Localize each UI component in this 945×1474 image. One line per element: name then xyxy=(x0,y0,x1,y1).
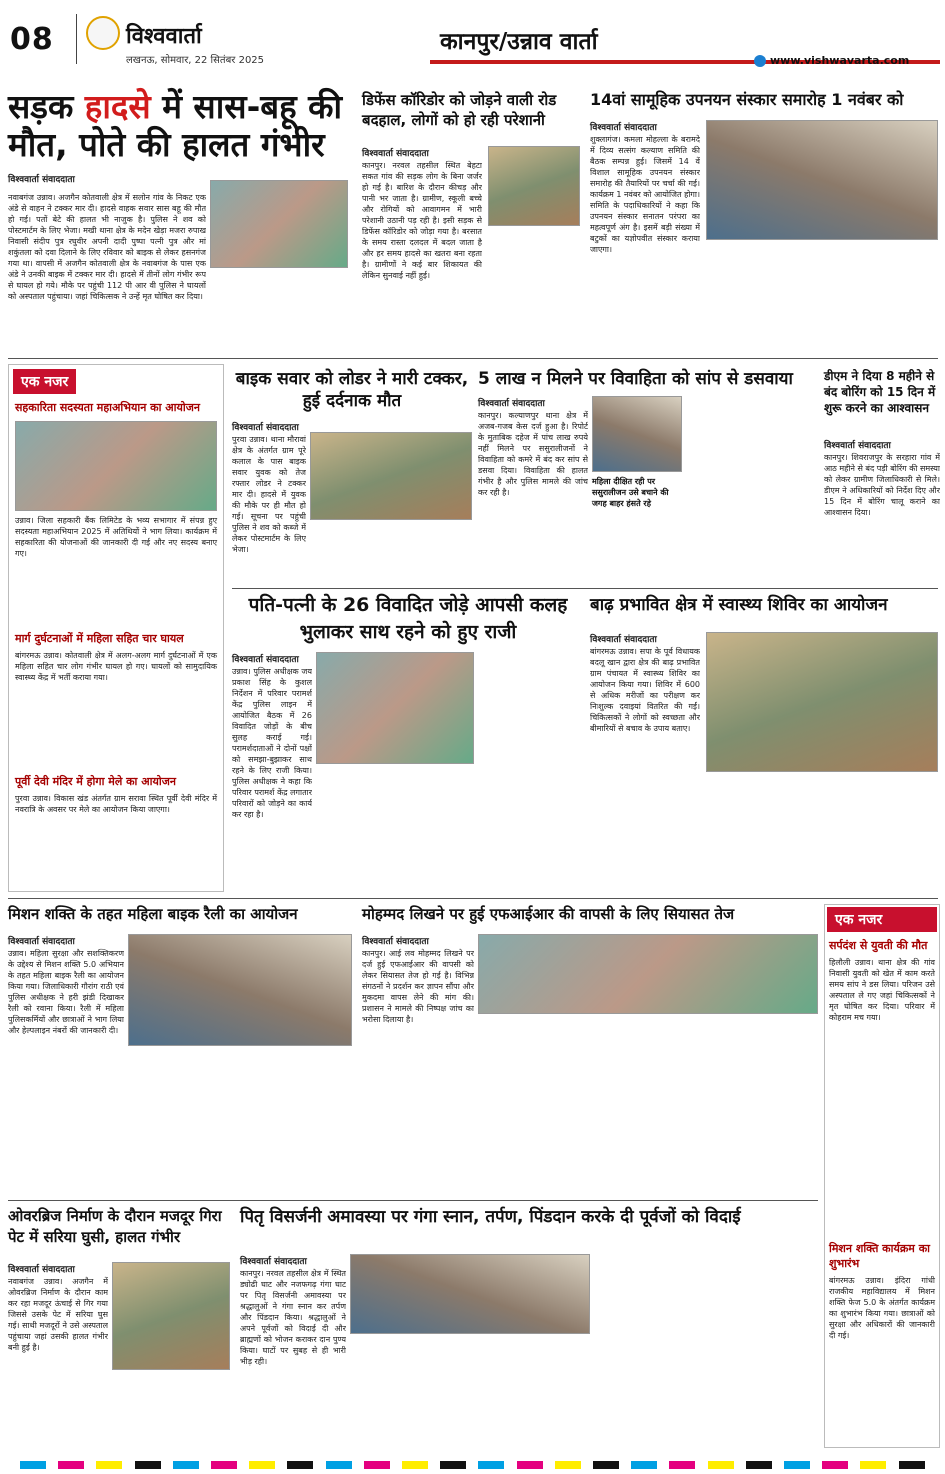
registration-swatch xyxy=(20,1461,46,1469)
masthead xyxy=(0,0,945,78)
registration-swatch xyxy=(402,1461,428,1469)
sidebar-body: उन्नाव। जिला सहकारी बैंक लिमिटेड के भव्य सभागार में संपन्न हुए सदस्यता महाअभियान 2025 में अतिथियों ने भाग लिया। कार्यक्रम में सहकारिता की योजनाओं की जानकारी दी गई और नए सदस्य बनाए गए। xyxy=(15,516,217,558)
fir-body-cont xyxy=(478,1020,818,1192)
sidebar-title[interactable]: मिशन शक्ति कार्यक्रम का शुभारंभ xyxy=(829,1242,930,1270)
dowry-photo xyxy=(592,396,682,472)
pitru-body-cont xyxy=(596,1254,818,1448)
byline: विश्ववार्ता संवाददाता xyxy=(232,423,299,433)
divider xyxy=(8,358,938,359)
registration-swatch xyxy=(746,1461,772,1469)
upanayan-photo xyxy=(706,120,938,240)
ek-nazar-badge: एक नजर xyxy=(827,907,937,932)
website-link[interactable]: www.vishwavarta.com xyxy=(770,54,910,67)
couples-body-cont xyxy=(478,652,584,890)
couples-photo xyxy=(316,652,474,764)
vishwavarta-logo-icon xyxy=(86,16,120,50)
upanayan-body-cont xyxy=(706,246,938,350)
registration-swatch xyxy=(173,1461,199,1469)
defence-body: कानपुर। नरवल तहसील स्थित बेहटा सकत गांव की सड़क लोग के बिना जर्जर हो गई है। बारिश के दौरान कीचड़ और पानी भर जाता है। ग्रामीण, स्कूली बच्चे और रोगियों को आवागमन में भारी परेशानी उठानी पड़ रही है। इसी सड़क से डिफेंस कॉरिडोर को जोड़ा गया है। बरसात के समय रास्ता दलदल में बदल जाता है और हर समय हादसे का खतरा बना रहता है। ग्रामीणों ने कई बार शिकायत की लेकिन सुनवाई नहीं हुई। xyxy=(362,161,482,280)
sidebar-title[interactable]: मार्ग दुर्घटनाओं में महिला सहित चार घायल xyxy=(15,632,184,645)
mission-photo xyxy=(128,934,352,1046)
byline: विश्ववार्ता संवाददाता xyxy=(232,655,299,665)
sidebar-photo xyxy=(15,421,217,511)
fir-body: कानपुर। आई लव मोहम्मद लिखने पर दर्ज हुई एफआईआर की वापसी को लेकर सियासत तेज हो गई है। विभिन्न संगठनों ने प्रदर्शन कर ज्ञापन सौंपा और मुकदमा वापस लेने की मांग की। प्रशासन ने मामले की निष्पक्ष जांच का भरोसा दिलाया है। xyxy=(362,949,474,1024)
divider xyxy=(8,898,938,899)
sidebar-body: बांगरमऊ उन्नाव। इंदिरा गांधी राजकीय महाविद्यालय में मिशन शक्ति फेज 5.0 के अंतर्गत कार्यक्रम का शुभारंभ किया गया। छात्राओं को सुरक्षा और अधिकारों की जानकारी दी गई। xyxy=(829,1276,935,1340)
health-headline[interactable]: बाढ़ प्रभावित क्षेत्र में स्वास्थ्य शिविर का आयोजन xyxy=(590,595,888,615)
overbridge-headline[interactable]: ओवरब्रिज निर्माण के दौरान मजदूर गिरा पेट में सरिया घुसी, हालत गंभीर xyxy=(8,1207,222,1246)
byline: विश्ववार्ता संवाददाता xyxy=(590,123,657,133)
sidebar-title[interactable]: सर्पदंश से युवती की मौत xyxy=(829,939,928,952)
dateline: लखनऊ, सोमवार, 22 सितंबर 2025 xyxy=(126,55,265,66)
dowry-body: कानपुर। कल्याणपुर थाना क्षेत्र में अजब-गजब केस दर्ज हुआ है। रिपोर्ट के मुताबिक दहेज में पांच लाख रुपये नहीं मिलने पर ससुरालीजनों ने विवाहिता को कमरे में बंद कर सांप से डसवा दिया। विवाहिता की हालत गंभीर है और पुलिस मामले की जांच कर रही है। xyxy=(478,411,588,497)
divider xyxy=(8,1200,818,1201)
registration-swatch xyxy=(440,1461,466,1469)
ek-nazar-badge: एक नजर xyxy=(13,369,76,394)
byline: विश्ववार्ता संवाददाता xyxy=(362,937,429,947)
defence-headline[interactable]: डिफेंस कॉरिडोर को जोड़ने वाली रोड बदहाल, लोगों को हो रही परेशानी xyxy=(362,91,557,129)
registration-swatch xyxy=(631,1461,657,1469)
mission-headline[interactable]: मिशन शक्ति के तहत महिला बाइक रैली का आयोजन xyxy=(8,905,298,923)
registration-swatch xyxy=(364,1461,390,1469)
lead-body: नवाबगंज उन्नाव। अजगैन कोतवाली क्षेत्र में सलोन गांव के निकट एक अंडे से वाहन ने टक्कर मार दी। हादसे वाहक सवार सास बहू की मौत हो गई। पतों बेटे की हालत भी नाजुक है। पुलिस ने शव को पोस्टमार्टम के लिए भेजा। मखी थाना क्षेत्र के मदेन खेड़ा मजरा रुपाख निवासी संदीप पुत्र रघुवीर अपनी दादी पुष्पा पत्नी पुत्र और मां शकुंतला को दवा दिलाने के लिए रविवार को बाइक से लेकर हसनगंज गया था। वापसी में अजगैन कोतवाली क्षेत्र के नवाबगंज के पास एक अंडे ने उनकी बाइक में टक्कर मार दी। हादसे में तीनों लोग गंभीर रूप से घायल हो गये। मौके पर पहुंची 112 पी आर वी पुलिस ने घायलों को अस्पताल पहुंचाया। जहां चिकित्सक ने उन्हें मृत घोषित कर दिया। xyxy=(8,193,206,301)
overbridge-body: नवाबगंज उन्नाव। अजगैन में ओवरब्रिज निर्माण के दौरान काम कर रहा मजदूर ऊंचाई से गिर गया जिससे उसके पेट में सरिया घुस गई। साथी मजदूरों ने उसे अस्पताल पहुंचाया जहां उसकी हालत गंभीर बनी हुई है। xyxy=(8,1277,108,1352)
couples-body: उन्नाव। पुलिस अधीक्षक जय प्रकाश सिंह के कुशल निर्देशन में परिवार परामर्श केंद्र पुलिस लाइन में आयोजित बैठक में 26 विवादित जोड़ों के बीच सुलह कराई गई। परामर्शदाताओं ने दोनों पक्षों को समझा-बुझाकर साथ रहने के लिए राजी किया। पुलिस अधीक्षक ने कहा कि परिवार परामर्श केंद्र लगातार परिवारों को जोड़ने का कार्य कर रहा है। xyxy=(232,667,312,819)
health-body-cont xyxy=(706,778,938,890)
registration-swatch xyxy=(822,1461,848,1469)
registration-swatch xyxy=(287,1461,313,1469)
registration-swatch xyxy=(593,1461,619,1469)
byline: विश्ववार्ता संवाददाता xyxy=(8,175,75,185)
registration-swatch xyxy=(96,1461,122,1469)
couples-headline[interactable]: पति-पत्नी के 26 विवादित जोड़े आपसी कलह भुलाकर साथ रहने को हुए राजी xyxy=(248,594,568,643)
byline: विश्ववार्ता संवाददाता xyxy=(8,1265,75,1275)
lead-photo xyxy=(210,180,348,268)
registration-swatch xyxy=(784,1461,810,1469)
upanayan-headline[interactable]: 14वां सामूहिक उपनयन संस्कार समारोह 1 नवंबर को xyxy=(590,90,904,109)
headline-highlight: हादसे xyxy=(84,87,151,126)
loader-body: पुरवा उन्नाव। थाना मौरावां क्षेत्र के अंतर्गत ग्राम पूरे कलाल के पास बाइक सवार युवक को तेज रफ्तार लोडर ने टक्कर मार दी। हादसे में युवक की मौके पर ही मौत हो गई। सूचना पर पहुंची पुलिस ने शव को कब्जे में लेकर पोस्टमार्टम के लिए भेजा। xyxy=(232,435,306,554)
headline-text: में सास-बहू की मौत, पोते की हालत गंभीर xyxy=(8,87,343,164)
headline-text: सड़क xyxy=(8,87,85,126)
health-body: बांगरमऊ उन्नाव। सपा के पूर्व विधायक बदलू खान द्वारा क्षेत्र की बाढ़ प्रभावित ग्राम पंचायत में स्वास्थ्य शिविर का आयोजन किया गया। शिविर में 600 से अधिक मरीजों का परीक्षण कर निःशुल्क दवाइयां वितरित की गईं। चिकित्सकों ने लोगों को स्वच्छता और बीमारियों से बचाव के उपाय बताए। xyxy=(590,647,700,733)
ek-nazar-sidebar-2 xyxy=(824,904,940,1448)
lead-headline[interactable] xyxy=(8,88,353,164)
registration-swatch xyxy=(555,1461,581,1469)
registration-swatch xyxy=(517,1461,543,1469)
ek-nazar-sidebar xyxy=(8,364,224,892)
mission-body: उन्नाव। महिला सुरक्षा और सशक्तिकरण के उद्देश्य से मिशन शक्ति 5.0 अभियान के तहत महिला बाइक रैली का आयोजन किया गया। जिलाधिकारी गौरांग राठी एवं पुलिस अधीक्षक ने हरी झंडी दिखाकर रैली को रवाना किया। रैली में महिला पुलिसकर्मियों और छात्राओं ने भाग लिया और हेल्पलाइन नंबरों की जानकारी दी। xyxy=(8,949,124,1035)
registration-swatch xyxy=(899,1461,925,1469)
registration-swatch xyxy=(326,1461,352,1469)
sidebar-title[interactable]: सहकारिता सदस्यता महाअभियान का आयोजन xyxy=(15,401,201,414)
globe-icon xyxy=(754,55,766,67)
dowry-headline[interactable]: 5 लाख न मिलने पर विवाहिता को सांप से डसवाया xyxy=(478,369,793,389)
pitru-headline[interactable]: पितृ विसर्जनी अमावस्या पर गंगा स्नान, तर्पण, पिंडदान करके दी पूर्वजों को विदाई xyxy=(240,1207,741,1227)
fir-headline[interactable]: मोहम्मद लिखने पर हुई एफआईआर की वापसी के लिए सियासत तेज xyxy=(362,905,735,923)
registration-swatch xyxy=(708,1461,734,1469)
brand-name[interactable]: विश्ववार्ता xyxy=(126,24,202,49)
pitru-body-cont xyxy=(350,1340,590,1448)
overbridge-body-cont xyxy=(112,1376,230,1448)
loader-body-cont xyxy=(232,526,472,582)
dm-headline[interactable]: डीएम ने दिया 8 महीने से बंद बोरिंग को 15 दिन में शुरू करने का आश्वासन xyxy=(824,369,936,415)
registration-swatch xyxy=(249,1461,275,1469)
overbridge-photo xyxy=(112,1262,230,1370)
health-photo xyxy=(706,632,938,772)
sidebar-title[interactable]: पूर्वी देवी मंदिर में होगा मेले का आयोजन xyxy=(15,775,176,788)
mission-body-cont xyxy=(128,1052,352,1192)
edition-title: कानपुर/उन्नाव वार्ता xyxy=(440,29,598,55)
byline: विश्ववार्ता संवाददाता xyxy=(824,441,891,451)
pitru-body: कानपुर। नरवल तहसील क्षेत्र में स्थित ड्योढी घाट और नजफगढ़ गंगा घाट पर पितृ विसर्जनी अमावस्या पर श्रद्धालुओं ने गंगा स्नान कर तर्पण और पिंडदान किया। श्रद्धालुओं ने अपने पूर्वजों को विदाई दी और ब्राह्मणों को भोजन कराकर दान पुण्य किया। घाटों पर सुबह से ही भारी भीड़ रही। xyxy=(240,1269,346,1366)
registration-swatch xyxy=(211,1461,237,1469)
byline: विश्ववार्ता संवाददाता xyxy=(362,149,429,159)
registration-swatch xyxy=(669,1461,695,1469)
upanayan-body: शुक्लागंज। कमला मोहल्ला के बरामदे में दिव्य सत्संग कल्याण समिति की बैठक सम्पन्न हुई। जिसमें 14 वें विशाल सामूहिक उपनयन संस्कार समारोह की तैयारियों पर चर्चा की गई। कार्यक्रम 1 नवंबर को आयोजित होगा। समिति के पदाधिकारियों ने कहा कि उपनयन संस्कार सनातन परंपरा का महत्वपूर्ण अंग है। इसमें बड़ी संख्या में बटुकों का यज्ञोपवीत संस्कार कराया जाएगा। xyxy=(590,135,700,254)
sidebar-body: बांगरमऊ उन्नाव। कोतवाली क्षेत्र में अलग-अलग मार्ग दुर्घटनाओं में एक महिला सहित चार लोग गंभीर घायल हो गए। घायलों को सामुदायिक स्वास्थ्य केंद्र में भर्ती कराया गया। xyxy=(15,651,217,682)
divider xyxy=(232,588,938,589)
divider xyxy=(76,14,77,64)
defence-body-cont xyxy=(488,232,580,350)
byline: विश्ववार्ता संवाददाता xyxy=(590,635,657,645)
color-registration-strip xyxy=(0,1456,945,1474)
defence-photo xyxy=(488,146,580,226)
dowry-caption: महिला दीक्षित रही पर ससुरालीजन उसे बचाने की जगह बाहर हंसते रहे xyxy=(592,476,682,509)
registration-swatch xyxy=(135,1461,161,1469)
registration-swatch xyxy=(860,1461,886,1469)
sidebar-body: पुरवा उन्नाव। विकास खंड अंतर्गत ग्राम सरावा स्थित पूर्वी देवी मंदिर में नवरात्रि के अवसर पर मेले का आयोजन किया जाएगा। xyxy=(15,794,217,814)
byline: विश्ववार्ता संवाददाता xyxy=(478,399,545,409)
pitru-photo xyxy=(350,1254,590,1334)
byline: विश्ववार्ता संवाददाता xyxy=(8,937,75,947)
byline: विश्ववार्ता संवाददाता xyxy=(240,1257,307,1267)
registration-swatch xyxy=(478,1461,504,1469)
fir-photo xyxy=(478,934,818,1014)
registration-swatch xyxy=(58,1461,84,1469)
dowry-body-cont xyxy=(686,396,818,582)
page-number: 08 xyxy=(10,22,54,57)
loader-headline[interactable]: बाइक सवार को लोडर ने मारी टक्कर, हुई दर्दनाक मौत xyxy=(235,369,469,411)
sidebar-body: हिलौली उन्नाव। थाना क्षेत्र की गांव निवासी युवती को खेत में काम करते समय सांप ने डस लिया। परिजन उसे अस्पताल ले गए जहां चिकित्सकों ने मृत घोषित कर दिया। परिवार में कोहराम मच गया। xyxy=(829,958,935,1022)
dm-body: कानपुर। शिवराजपुर के सरहारा गांव में आठ महीने से बंद पड़ी बोरिंग की समस्या को लेकर ग्रामीण जिलाधिकारी से मिले। डीएम ने अधिकारियों को निर्देश दिए और 15 दिन में बोरिंग चालू कराने का आश्वासन दिया। xyxy=(824,453,940,517)
loader-photo xyxy=(310,432,472,520)
